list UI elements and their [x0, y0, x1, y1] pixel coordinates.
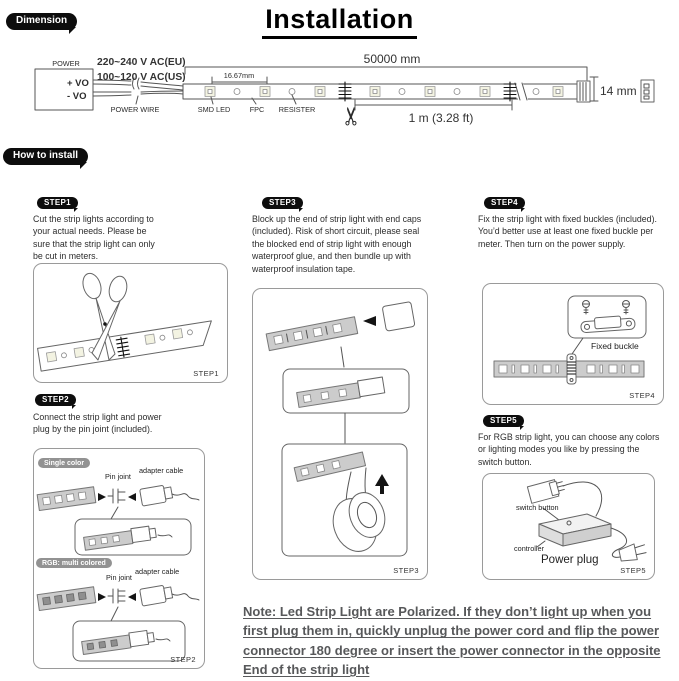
adapter-cable-plug — [140, 584, 173, 606]
step5-text: For RGB strip light, you can choose any colors or lighting modes you like by pressing the switch button. — [478, 432, 660, 467]
cut-mark-left — [339, 82, 351, 101]
adapter-cable-label: adapter cable — [135, 567, 180, 576]
leader-line — [341, 347, 344, 367]
cut-unit-label: 1 m (3.28 ft) — [408, 111, 474, 125]
power-plug-label: Power plug — [541, 554, 599, 566]
voltage-us-label: 100~120 V AC(US) — [97, 72, 186, 83]
controller-box — [539, 514, 611, 546]
dimension-badge: Dimension — [6, 13, 77, 30]
strip-width-label: 14 mm — [600, 84, 637, 98]
adapter-wire — [172, 494, 199, 500]
controller-label: controller — [514, 544, 545, 553]
rgb-badge: RGB: multi colored — [36, 558, 112, 568]
strip — [38, 321, 215, 371]
leader-line — [111, 507, 118, 519]
scissors-icon: ✂ — [338, 105, 366, 127]
step4-figure — [482, 283, 664, 405]
smd-led-label: SMD LED — [197, 105, 231, 114]
power-wire-label: POWER WIRE — [110, 105, 160, 114]
pin-joint-2pin — [108, 489, 125, 503]
strip-end-connector — [577, 81, 590, 102]
step3-figure-label: STEP3 — [393, 566, 419, 575]
step1-badge: STEP1 — [37, 197, 78, 209]
step4-text: Fix the strip light with fixed buckles (included). You’d better use at least one fixed buckle per meter. Then turn on the power supply. — [478, 214, 657, 249]
page-title-text: Installation — [262, 4, 417, 39]
end-cap — [382, 302, 415, 332]
polarity-note: Note: Led Strip Light are Polarized. If they don’t light up when you first plug them in, quickly unplug the power cord and flip the power connector 180 degree or insert the power connector in the opposite End of the strip light — [243, 604, 661, 678]
single-color-strip — [37, 487, 96, 511]
connector-wire — [563, 482, 602, 516]
strip-width-dim — [590, 77, 598, 101]
how-to-install-badge: How to install — [3, 148, 88, 165]
adapter-cable-label: adapter cable — [139, 466, 184, 475]
arrow-left-icon — [363, 316, 376, 326]
led-pitch-label: 16.67mm — [223, 71, 255, 80]
fixed-buckle-on-strip — [567, 354, 576, 384]
mating-connector — [641, 80, 654, 102]
strip — [266, 317, 358, 351]
pin-joint-4pin — [108, 589, 125, 603]
step2-badge: STEP2 — [35, 394, 76, 406]
step3-text: Block up the end of strip light with end caps (included). Risk of short circuit, please seal the blocked end of strip light with enough waterproof glue, and then bundle up with waterproof insulation tape. — [252, 214, 422, 274]
leader-line — [111, 607, 118, 621]
strip-connector — [527, 478, 565, 503]
step3-illustration — [253, 289, 427, 579]
arrow-right-icon — [98, 593, 106, 601]
resister-label: RESISTER — [278, 105, 316, 114]
step1-text: Cut the strip lights according to your actual needs. Please be sure that the strip light can only be cut in meters. — [33, 214, 155, 262]
step2-figure — [33, 448, 205, 669]
step1-illustration — [34, 264, 227, 382]
page-title — [0, 4, 679, 39]
arrow-left-icon — [128, 493, 136, 501]
single-color-badge: Single color — [38, 458, 90, 468]
voltage-eu-label: 220~240 V AC(EU) — [97, 57, 186, 68]
cut-unit-dim — [355, 100, 512, 110]
step2-text: Connect the strip light and power plug by the pin joint (included). — [33, 412, 162, 435]
power-box — [35, 69, 93, 110]
fixed-buckle-label: Fixed buckle — [591, 341, 639, 351]
step3-badge: STEP3 — [262, 197, 303, 209]
negative-terminal-label: - VO — [67, 91, 87, 102]
adapter-wire — [172, 594, 199, 600]
power-plug — [618, 542, 647, 563]
switch-button-label: switch button — [516, 503, 559, 512]
step4-figure-label: STEP4 — [629, 391, 655, 400]
fpc-label: FPC — [249, 105, 265, 114]
power-label: POWER — [52, 59, 80, 68]
step1-figure-label: STEP1 — [193, 369, 219, 378]
step1-figure — [33, 263, 228, 383]
step5-badge: STEP5 — [483, 415, 524, 427]
step5-figure-label: STEP5 — [620, 566, 646, 575]
positive-terminal-label: + VO — [67, 78, 89, 89]
arrow-left-icon — [128, 593, 136, 601]
rgb-strip — [37, 587, 96, 611]
step4-badge: STEP4 — [484, 197, 525, 209]
step5-figure — [482, 473, 655, 580]
step2-figure-label: STEP2 — [170, 655, 196, 664]
pin-joint-label: Pin joint — [105, 472, 131, 481]
pin-joint-label: Pin joint — [106, 573, 132, 582]
adapter-cable-plug — [140, 484, 173, 506]
total-length-label: 50000 mm — [363, 52, 421, 66]
leader-line — [572, 338, 583, 354]
dimension-diagram — [0, 46, 679, 138]
led-strip — [183, 83, 579, 100]
step3-figure — [252, 288, 428, 580]
arrow-right-icon — [98, 493, 106, 501]
